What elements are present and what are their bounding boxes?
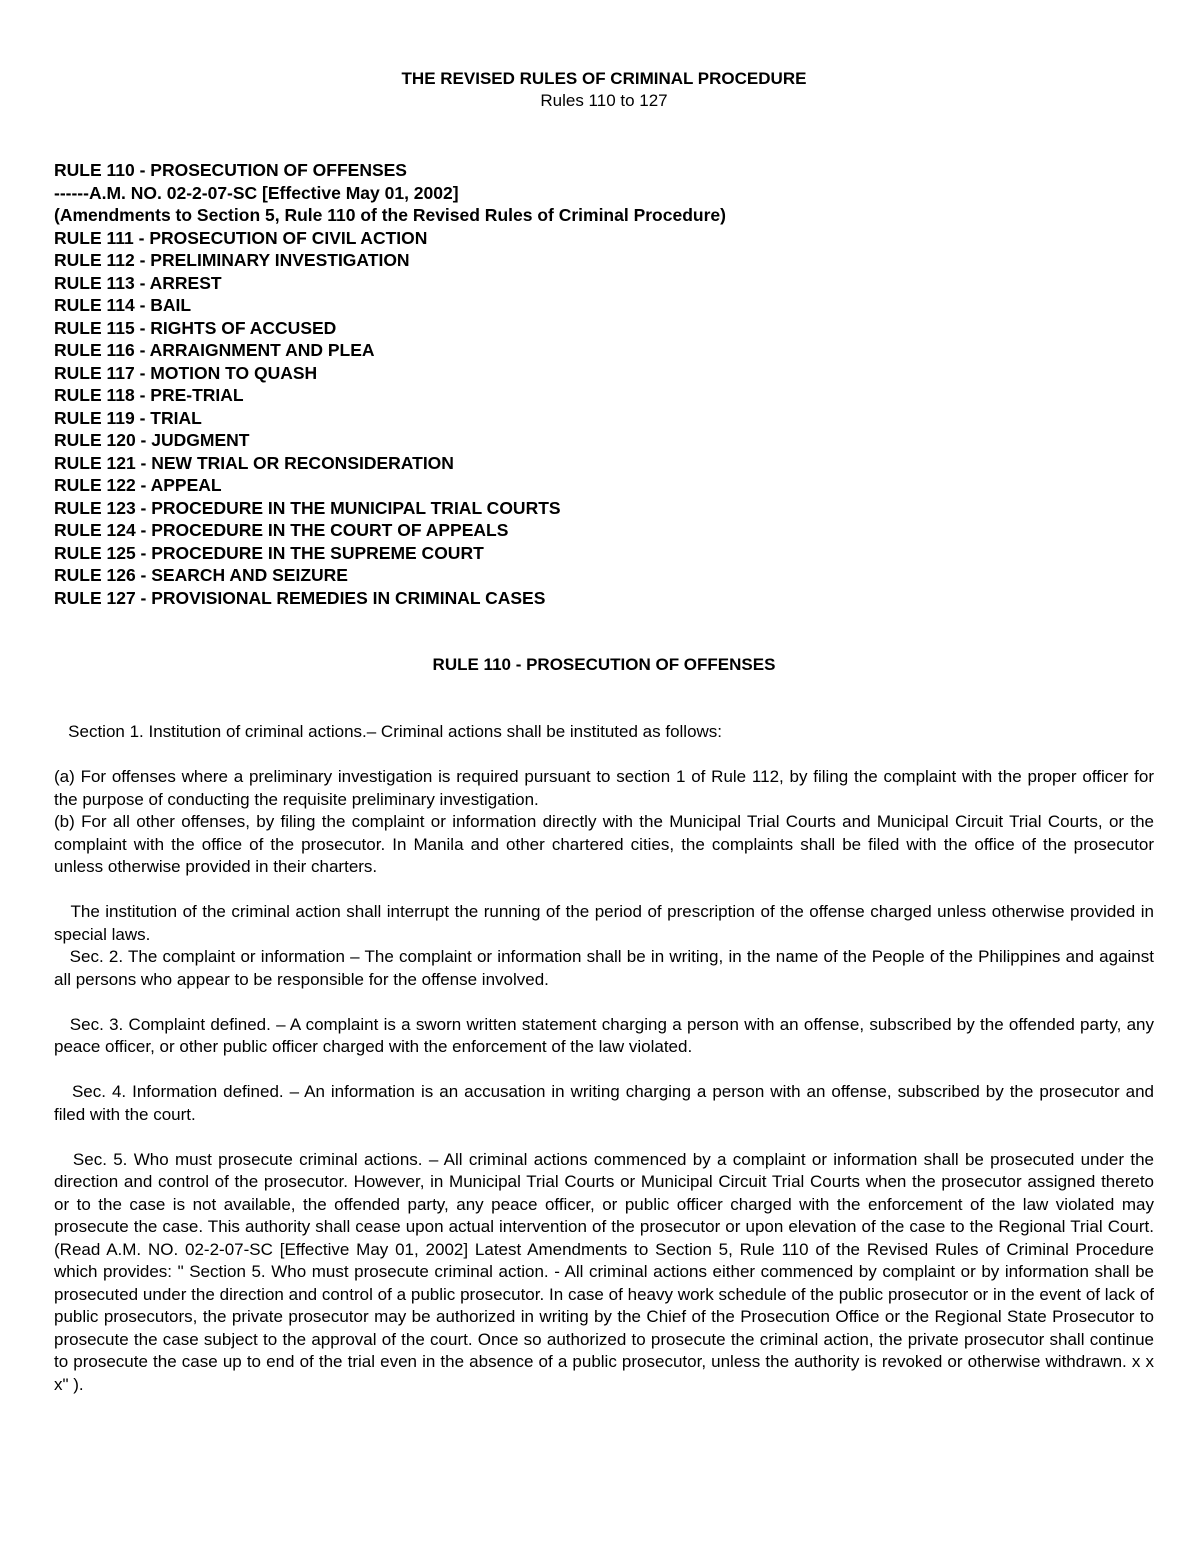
toc-item: RULE 113 - ARREST: [54, 272, 222, 293]
toc-item: RULE 110 - PROSECUTION OF OFFENSES: [54, 160, 407, 180]
section-5: Sec. 5. Who must prosecute criminal actions. – All criminal actions commenced by a complaint or information shall be prosecuted under the direction and control of the prosecutor. However, in Municipal Trial Courts or Municipal Circuit Trial Courts when the prosecutor assigned thereto or to the case is not available, the offended party, any peace officer, or public officer charged with the enforcement of the law violated may prosecute the case. This authority shall cease upon actual intervention of the prosecutor or upon elevation of the case to the Regional Trial Court. (Read A.M. NO. 02-2-07-SC [Effective May 01, 2002] Latest Amendments to Section 5, Rule 110 of the Revised Rules of Criminal Procedure which provides: " Section 5. Who must prosecute criminal action. - All criminal actions either commenced by complaint or by information shall be prosecuted under the direction and control of a public prosecutor. In case of heavy work schedule of the public prosecutor or in the event of lack of public prosecutors, the private prosecutor may be authorized in writing by the Chief of the Prosecution Office or the Regional State Prosecutor to prosecute the case subject to the approval of the court. Once so authorized to prosecute the criminal action, the private prosecutor shall continue to prosecute the case up to end of the trial even in the absence of a public prosecutor, unless the authority is revoked or otherwise withdrawn. x x x" ).: [54, 1149, 1154, 1394]
document-title: THE REVISED RULES OF CRIMINAL PROCEDURE: [401, 69, 807, 88]
toc-item: RULE 126 - SEARCH AND SEIZURE: [54, 565, 348, 585]
toc-item: RULE 112 - PRELIMINARY INVESTIGATION: [54, 250, 410, 270]
toc-item: RULE 111 - PROSECUTION OF CIVIL ACTION: [54, 227, 428, 248]
section-1-interruption: The institution of the criminal action shall interrupt the running of the period of prescription of the offense charged unless otherwise provided in special laws.: [54, 902, 1154, 944]
toc-item: RULE 121 - NEW TRIAL OR RECONSIDERATION: [54, 452, 454, 473]
section-1-item-a: (a) For offenses where a preliminary investigation is required pursuant to section 1 of Rule 112, by filing the complaint with the proper officer for the purpose of conducting the requisite preliminary investigation.: [54, 767, 1154, 809]
toc-item: RULE 117 - MOTION TO QUASH: [54, 362, 318, 383]
section-3: Sec. 3. Complaint defined. – A complaint is a sworn written statement charging a person with an offense, subscribed by the offended party, any peace officer, or other public officer charged with the enforcement of the law violated.: [54, 1014, 1154, 1056]
section-4: Sec. 4. Information defined. – An information is an accusation in writing charging a person with an offense, subscribed by the prosecutor and filed with the court.: [54, 1082, 1154, 1124]
toc-item: RULE 119 - TRIAL: [54, 407, 202, 428]
section-1-item-b: (b) For all other offenses, by filing the complaint or information directly with the Municipal Trial Courts and Municipal Circuit Trial Courts, or the complaint with the office of the prosecutor. In Manila and other chartered cities, the complaints shall be filed with the office of the prosecutor unless otherwise provided in their charters.: [54, 812, 1154, 876]
toc-item: RULE 123 - PROCEDURE IN THE MUNICIPAL TRIAL COURTS: [54, 497, 561, 518]
toc-item: (Amendments to Section 5, Rule 110 of the Revised Rules of Criminal Procedure): [54, 205, 726, 225]
toc-item: RULE 120 - JUDGMENT: [54, 430, 250, 450]
paragraph-spacer: [54, 744, 1154, 767]
toc-item: RULE 125 - PROCEDURE IN THE SUPREME COURT: [54, 542, 484, 563]
document-subtitle: Rules 110 to 127: [540, 91, 668, 110]
toc-item: ------A.M. NO. 02-2-07-SC [Effective May 01, 2002]: [54, 182, 459, 203]
toc-item: RULE 118 - PRE-TRIAL: [54, 385, 244, 405]
paragraph-spacer: [54, 1126, 1154, 1149]
paragraph-spacer: [54, 879, 1154, 902]
section-1-intro: Section 1. Institution of criminal actions.– Criminal actions shall be instituted as follows:: [54, 722, 723, 741]
toc-item: RULE 122 - APPEAL: [54, 475, 222, 495]
toc-item: RULE 116 - ARRAIGNMENT AND PLEA: [54, 340, 375, 360]
toc-item: RULE 127 - PROVISIONAL REMEDIES IN CRIMINAL CASES: [54, 587, 546, 608]
paragraph-spacer: [54, 991, 1154, 1014]
paragraph-spacer: [54, 1059, 1154, 1082]
toc-item: RULE 115 - RIGHTS OF ACCUSED: [54, 317, 337, 338]
toc-item: RULE 114 - BAIL: [54, 295, 192, 315]
table-of-contents: [54, 159, 1154, 609]
section-2: Sec. 2. The complaint or information – The complaint or information shall be in writing, in the name of the People of the Philippines and against all persons who appear to be responsible for the offense involved.: [54, 947, 1154, 989]
toc-item: RULE 124 - PROCEDURE IN THE COURT OF APPEALS: [54, 520, 509, 540]
section-heading: RULE 110 - PROSECUTION OF OFFENSES: [432, 655, 776, 674]
document-page: [54, 68, 1154, 1396]
